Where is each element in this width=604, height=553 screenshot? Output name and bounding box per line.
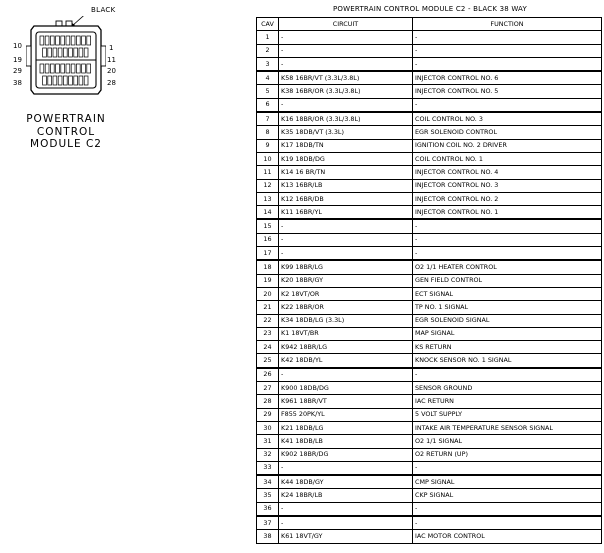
table-row xyxy=(257,287,602,300)
function-cell: GEN FIELD CONTROL xyxy=(413,274,602,287)
cav-cell: 33 xyxy=(257,461,279,475)
table-row xyxy=(257,502,602,516)
circuit-cell: K38 16BR/OR (3.3L/3.8L) xyxy=(279,85,413,98)
function-cell: - xyxy=(413,44,602,57)
circuit-cell: K12 16BR/DB xyxy=(279,192,413,205)
function-cell: - xyxy=(413,219,602,233)
circuit-cell: K22 18BR/OR xyxy=(279,301,413,314)
cav-cell: 3 xyxy=(257,57,279,71)
pin-label-19: 19 xyxy=(13,56,22,64)
cav-cell: 7 xyxy=(257,112,279,126)
cav-cell: 23 xyxy=(257,327,279,340)
function-cell: SENSOR GROUND xyxy=(413,382,602,395)
circuit-cell: - xyxy=(279,98,413,112)
function-cell: - xyxy=(413,247,602,261)
circuit-cell: K17 18DB/TN xyxy=(279,139,413,152)
circuit-cell: K61 18VT/GY xyxy=(279,530,413,543)
cav-cell: 24 xyxy=(257,341,279,354)
cav-cell: 19 xyxy=(257,274,279,287)
cav-cell: 34 xyxy=(257,475,279,489)
function-cell: KNOCK SENSOR NO. 1 SIGNAL xyxy=(413,354,602,368)
table-row xyxy=(257,354,602,368)
circuit-cell: K41 18DB/LB xyxy=(279,435,413,448)
function-cell: CKP SIGNAL xyxy=(413,489,602,502)
cav-cell: 18 xyxy=(257,260,279,274)
circuit-cell: K44 18DB/GY xyxy=(279,475,413,489)
function-cell: - xyxy=(413,233,602,246)
function-cell: - xyxy=(413,502,602,516)
function-cell: IAC RETURN xyxy=(413,395,602,408)
pin-label-28: 28 xyxy=(107,79,116,87)
circuit-cell: - xyxy=(279,31,413,44)
function-cell: O2 RETURN (UP) xyxy=(413,448,602,461)
function-cell: IGNITION COIL NO. 2 DRIVER xyxy=(413,139,602,152)
table-row xyxy=(257,247,602,261)
function-cell: CMP SIGNAL xyxy=(413,475,602,489)
table-row xyxy=(257,341,602,354)
table-row xyxy=(257,421,602,434)
cav-cell: 5 xyxy=(257,85,279,98)
cav-cell: 29 xyxy=(257,408,279,421)
module-label xyxy=(16,113,116,151)
function-cell: EGR SOLENOID CONTROL xyxy=(413,126,602,139)
cav-cell: 21 xyxy=(257,301,279,314)
table-row xyxy=(257,435,602,448)
circuit-cell: K99 18BR/LG xyxy=(279,260,413,274)
function-cell: INJECTOR CONTROL NO. 6 xyxy=(413,71,602,85)
table-row xyxy=(257,382,602,395)
module-label-line-1: POWERTRAIN xyxy=(26,113,106,125)
circuit-cell: - xyxy=(279,461,413,475)
cav-cell: 17 xyxy=(257,247,279,261)
cav-cell: 32 xyxy=(257,448,279,461)
pin-label-20: 20 xyxy=(107,67,116,75)
cav-cell: 4 xyxy=(257,71,279,85)
function-cell: IAC MOTOR CONTROL xyxy=(413,530,602,543)
function-cell: KS RETURN xyxy=(413,341,602,354)
circuit-cell: K21 18DB/LG xyxy=(279,421,413,434)
circuit-cell: K34 18DB/LG (3.3L) xyxy=(279,314,413,327)
table-row xyxy=(257,98,602,112)
circuit-cell: - xyxy=(279,247,413,261)
table-row xyxy=(257,368,602,382)
table-row xyxy=(257,516,602,530)
circuit-cell: - xyxy=(279,502,413,516)
table-row xyxy=(257,139,602,152)
pin-label-38: 38 xyxy=(13,79,22,87)
circuit-cell: K11 16BR/YL xyxy=(279,206,413,220)
circuit-cell: - xyxy=(279,368,413,382)
module-label-line-3: MODULE C2 xyxy=(30,138,102,150)
circuit-cell: - xyxy=(279,516,413,530)
table-row xyxy=(257,314,602,327)
circuit-cell: K2 18VT/OR xyxy=(279,287,413,300)
table-row xyxy=(257,85,602,98)
table-header-row xyxy=(257,18,602,31)
table-row xyxy=(257,31,602,44)
circuit-cell: K35 18DB/VT (3.3L) xyxy=(279,126,413,139)
function-cell: - xyxy=(413,461,602,475)
cav-cell: 20 xyxy=(257,287,279,300)
cav-cell: 10 xyxy=(257,152,279,165)
table-row xyxy=(257,152,602,165)
table-row xyxy=(257,112,602,126)
pin-label-29: 29 xyxy=(13,67,22,75)
table-title: POWERTRAIN CONTROL MODULE C2 - BLACK 38 WAY xyxy=(333,5,527,13)
circuit-cell: K13 16BR/LB xyxy=(279,179,413,192)
cav-cell: 16 xyxy=(257,233,279,246)
cav-cell: 31 xyxy=(257,435,279,448)
connector-face-drawing xyxy=(26,16,106,96)
circuit-cell: F855 20PK/YL xyxy=(279,408,413,421)
cav-cell: 28 xyxy=(257,395,279,408)
function-cell: INJECTOR CONTROL NO. 1 xyxy=(413,206,602,220)
table-row xyxy=(257,219,602,233)
circuit-cell: K16 18BR/OR (3.3L/3.8L) xyxy=(279,112,413,126)
cav-cell: 35 xyxy=(257,489,279,502)
circuit-cell: K14 16 BR/TN xyxy=(279,166,413,179)
table-row xyxy=(257,530,602,543)
function-cell: - xyxy=(413,368,602,382)
cav-cell: 30 xyxy=(257,421,279,434)
function-cell: INJECTOR CONTROL NO. 3 xyxy=(413,179,602,192)
function-cell: TP NO. 1 SIGNAL xyxy=(413,301,602,314)
table-row xyxy=(257,408,602,421)
connector-diagram xyxy=(0,0,150,160)
table-row xyxy=(257,395,602,408)
pinout-table xyxy=(256,17,602,544)
cav-cell: 6 xyxy=(257,98,279,112)
cav-cell: 9 xyxy=(257,139,279,152)
table-row xyxy=(257,301,602,314)
circuit-cell: - xyxy=(279,233,413,246)
circuit-cell: K42 18DB/YL xyxy=(279,354,413,368)
pin-label-10: 10 xyxy=(13,42,22,50)
table-row xyxy=(257,260,602,274)
circuit-cell: K58 16BR/VT (3.3L/3.8L) xyxy=(279,71,413,85)
cav-cell: 8 xyxy=(257,126,279,139)
connector-color-callout: BLACK xyxy=(91,6,116,14)
table-row xyxy=(257,475,602,489)
circuit-cell: - xyxy=(279,44,413,57)
column-header-cav: CAV xyxy=(257,18,279,31)
table-row xyxy=(257,57,602,71)
table-row xyxy=(257,461,602,475)
circuit-cell: K1 18VT/BR xyxy=(279,327,413,340)
cav-cell: 1 xyxy=(257,31,279,44)
table-row xyxy=(257,448,602,461)
circuit-cell: K20 18BR/GY xyxy=(279,274,413,287)
table-row xyxy=(257,489,602,502)
cav-cell: 25 xyxy=(257,354,279,368)
circuit-cell: K942 18BR/LG xyxy=(279,341,413,354)
circuit-cell: K19 18DB/DG xyxy=(279,152,413,165)
circuit-cell: K961 18BR/VT xyxy=(279,395,413,408)
pin-label-1: 1 xyxy=(109,44,114,52)
cav-cell: 14 xyxy=(257,206,279,220)
function-cell: EGR SOLENOID SIGNAL xyxy=(413,314,602,327)
table-row xyxy=(257,179,602,192)
column-header-circuit: CIRCUIT xyxy=(279,18,413,31)
function-cell: COIL CONTROL NO. 1 xyxy=(413,152,602,165)
cav-cell: 22 xyxy=(257,314,279,327)
cav-cell: 11 xyxy=(257,166,279,179)
function-cell: - xyxy=(413,98,602,112)
module-label-line-2: CONTROL xyxy=(36,125,96,138)
function-cell: COIL CONTROL NO. 3 xyxy=(413,112,602,126)
table-row xyxy=(257,192,602,205)
circuit-cell: K902 18BR/DG xyxy=(279,448,413,461)
cav-cell: 38 xyxy=(257,530,279,543)
cav-cell: 13 xyxy=(257,192,279,205)
function-cell: MAP SIGNAL xyxy=(413,327,602,340)
table-row xyxy=(257,206,602,220)
cav-cell: 26 xyxy=(257,368,279,382)
function-cell: INTAKE AIR TEMPERATURE SENSOR SIGNAL xyxy=(413,421,602,434)
cav-cell: 27 xyxy=(257,382,279,395)
cav-cell: 15 xyxy=(257,219,279,233)
function-cell: ECT SIGNAL xyxy=(413,287,602,300)
table-row xyxy=(257,126,602,139)
table-row xyxy=(257,166,602,179)
circuit-cell: - xyxy=(279,57,413,71)
pin-label-11: 11 xyxy=(107,56,116,64)
function-cell: INJECTOR CONTROL NO. 4 xyxy=(413,166,602,179)
table-row xyxy=(257,327,602,340)
function-cell: O2 1/1 SIGNAL xyxy=(413,435,602,448)
function-cell: O2 1/1 HEATER CONTROL xyxy=(413,260,602,274)
function-cell: INJECTOR CONTROL NO. 2 xyxy=(413,192,602,205)
table-row xyxy=(257,44,602,57)
cav-cell: 36 xyxy=(257,502,279,516)
circuit-cell: K900 18DB/DG xyxy=(279,382,413,395)
function-cell: - xyxy=(413,516,602,530)
function-cell: - xyxy=(413,31,602,44)
circuit-cell: - xyxy=(279,219,413,233)
table-row xyxy=(257,71,602,85)
cav-cell: 37 xyxy=(257,516,279,530)
cav-cell: 12 xyxy=(257,179,279,192)
function-cell: 5 VOLT SUPPLY xyxy=(413,408,602,421)
cav-cell: 2 xyxy=(257,44,279,57)
function-cell: - xyxy=(413,57,602,71)
table-row xyxy=(257,274,602,287)
table-row xyxy=(257,233,602,246)
function-cell: INJECTOR CONTROL NO. 5 xyxy=(413,85,602,98)
column-header-function: FUNCTION xyxy=(413,18,602,31)
circuit-cell: K24 18BR/LB xyxy=(279,489,413,502)
